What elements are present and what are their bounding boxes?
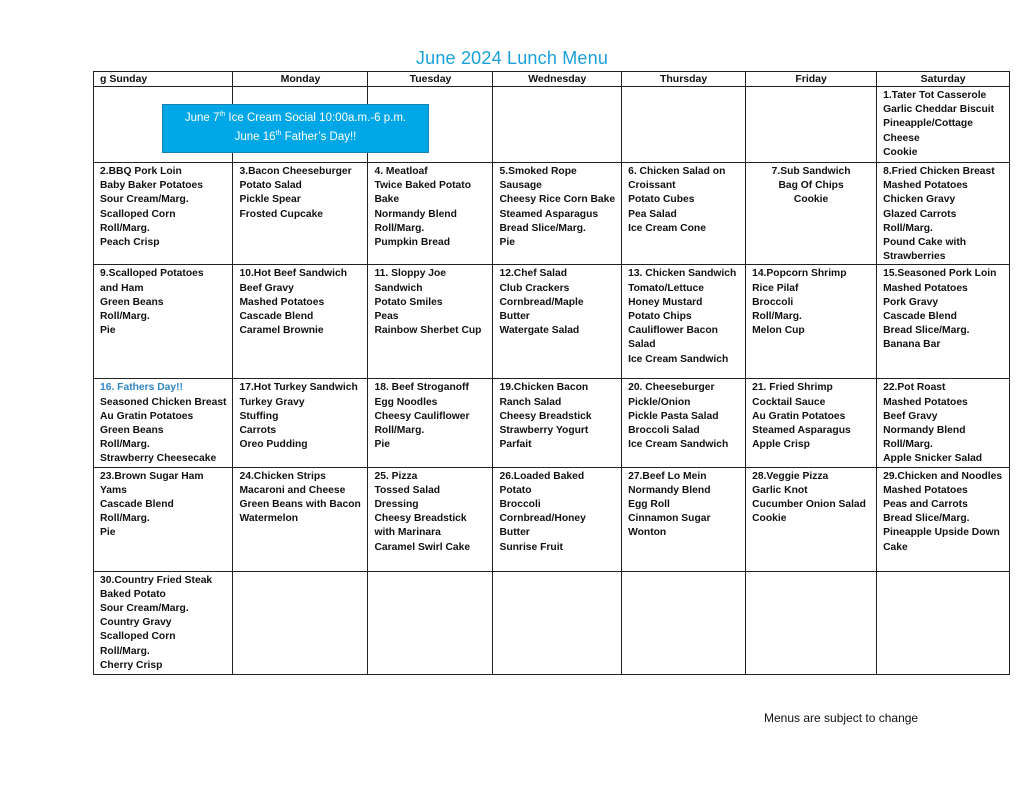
day-cell <box>493 87 622 163</box>
day-menu <box>233 468 367 527</box>
menu-item: Cheesy Breadstick <box>374 513 467 525</box>
menu-item: Sour Cream/Marg. <box>100 194 189 206</box>
menu-item: Peach Crisp <box>100 237 160 249</box>
day-cell <box>746 379 877 467</box>
menu-item: Tomato/Lettuce <box>628 282 704 294</box>
menu-item: Roll/Marg. <box>883 439 933 451</box>
menu-item: Pickle Pasta Salad <box>628 410 719 422</box>
day-menu <box>493 265 621 338</box>
day-cell <box>233 467 368 571</box>
menu-item: Broccoli Salad <box>628 425 700 437</box>
menu-item: Scalloped Corn <box>100 208 176 220</box>
menu-item: Pie <box>100 527 116 539</box>
day-menu <box>877 87 1009 160</box>
day-entree: 26.Loaded Baked <box>499 470 585 482</box>
day-entree: 10.Hot Beef Sandwich <box>239 268 348 280</box>
day-cell <box>622 265 746 379</box>
menu-item: Scalloped Corn <box>100 631 176 643</box>
menu-item: Cascade Blend <box>239 311 314 323</box>
day-entree: 3.Bacon Cheeseburger <box>239 166 352 177</box>
menu-item: Caramel Brownie <box>239 325 324 337</box>
day-cell <box>94 467 233 571</box>
menu-item: Beef Gravy <box>239 282 294 294</box>
header-friday: Friday <box>746 72 877 87</box>
day-entree: 19.Chicken Bacon <box>499 382 589 394</box>
menu-item: Mashed Potatoes <box>883 282 968 294</box>
menu-item: Cheesy Cauliflower <box>374 410 470 422</box>
day-menu <box>493 572 621 574</box>
menu-item: Apple Snicker Salad <box>883 453 983 465</box>
day-menu <box>493 163 621 250</box>
week-row <box>94 571 1010 674</box>
day-menu <box>746 379 876 452</box>
menu-item: Cookie <box>793 194 829 206</box>
banner-sup-1: th <box>219 111 226 118</box>
menu-item: Potato Salad <box>239 180 302 192</box>
menu-item: Butter <box>499 527 530 539</box>
menu-item: Pie <box>100 325 116 337</box>
day-menu <box>493 87 621 89</box>
day-cell <box>233 265 368 379</box>
menu-item: Mashed Potatoes <box>239 296 325 308</box>
day-entree: 11. Sloppy Joe <box>374 268 447 280</box>
menu-item: Garlic Knot <box>752 484 808 496</box>
day-menu <box>94 572 232 673</box>
menu-item: Dressing <box>374 499 419 511</box>
day-entree: 18. Beef Stroganoff <box>374 382 469 394</box>
menu-item: Bread Slice/Marg. <box>499 222 586 234</box>
menu-item: Macaroni and Cheese <box>239 484 346 496</box>
day-entree: 9.Scalloped Potatoes <box>100 268 204 280</box>
banner-date-1: June 7 <box>184 112 220 124</box>
day-cell <box>746 467 877 571</box>
day-entree: 8.Fried Chicken Breast <box>883 166 995 177</box>
day-cell <box>877 163 1010 265</box>
day-menu <box>746 87 876 89</box>
weeks-body <box>94 87 1010 675</box>
day-menu <box>877 379 1009 466</box>
menu-item: Baby Baker Potatoes <box>100 180 204 192</box>
banner-line-ice-cream-social <box>163 109 428 128</box>
day-entree: 30.Country Fried Steak <box>100 574 213 586</box>
day-cell <box>94 379 233 467</box>
menu-item: Strawberry Yogurt <box>499 425 589 437</box>
menu-item: Broccoli <box>752 296 794 308</box>
day-cell <box>368 571 493 674</box>
day-cell <box>94 571 233 674</box>
day-cell <box>746 163 877 265</box>
day-menu <box>746 572 876 574</box>
menu-item: Cheesy Rice Corn Bake <box>499 194 616 206</box>
menu-item: Au Gratin Potatoes <box>752 410 846 422</box>
menu-item: Ice Cream Sandwich <box>628 353 729 365</box>
day-cell <box>877 265 1010 379</box>
menu-item: Pork Gravy <box>883 296 939 308</box>
day-menu <box>877 572 1009 574</box>
day-cell <box>746 87 877 163</box>
day-cell <box>877 571 1010 674</box>
day-cell <box>493 265 622 379</box>
day-cell <box>622 87 746 163</box>
menu-item: Cheesy Breadstick <box>499 410 592 422</box>
banner-sup-2: th <box>275 130 282 137</box>
footer-note: Menus are subject to change <box>764 711 919 725</box>
day-cell <box>368 467 493 571</box>
day-menu <box>746 163 876 208</box>
day-menu <box>493 468 621 555</box>
menu-item: Banana Bar <box>883 339 941 351</box>
day-entree: 28.Veggie Pizza <box>752 470 829 482</box>
menu-item: Egg Roll <box>628 499 670 511</box>
menu-item: Potato Smiles <box>374 296 443 308</box>
day-menu <box>622 163 745 236</box>
menu-item: Egg Noodles <box>374 396 438 408</box>
menu-item: Wonton <box>628 527 667 539</box>
menu-item: Steamed Asparagus <box>499 208 599 220</box>
menu-item: Pound Cake with <box>883 237 967 249</box>
day-entree: 20. Cheeseburger <box>628 382 715 394</box>
menu-item: Pickle/Onion <box>628 396 691 408</box>
menu-item: Roll/Marg. <box>100 513 150 525</box>
day-cell <box>94 163 233 265</box>
menu-item: Yams <box>100 484 127 496</box>
menu-item: Roll/Marg. <box>883 222 933 234</box>
page-title: June 2024 Lunch Menu <box>415 48 609 68</box>
day-cell <box>877 379 1010 467</box>
menu-item: Honey Mustard <box>628 296 703 308</box>
day-entree: 17.Hot Turkey Sandwich <box>239 382 358 394</box>
day-entree: 5.Smoked Rope <box>499 166 577 177</box>
menu-item: Bread Slice/Marg. <box>883 513 970 525</box>
day-menu <box>368 572 492 574</box>
menu-item: Beef Gravy <box>883 410 938 422</box>
menu-item: Cookie <box>883 146 918 158</box>
day-cell <box>233 571 368 674</box>
menu-item: Carrots <box>239 425 277 437</box>
header-sunday: g Sunday <box>94 72 233 87</box>
menu-item: Cascade Blend <box>100 499 174 511</box>
day-cell <box>622 163 746 265</box>
day-menu <box>233 265 367 338</box>
header-monday: Monday <box>233 72 368 87</box>
menu-item: Bread Slice/Marg. <box>883 325 970 337</box>
menu-item: Pumpkin Bread <box>374 237 451 249</box>
menu-item: Sandwich <box>374 282 423 294</box>
banner-line-fathers-day <box>163 128 428 147</box>
day-entree: 22.Pot Roast <box>883 382 946 394</box>
day-menu <box>94 379 232 466</box>
day-cell <box>877 87 1010 163</box>
menu-item: Roll/Marg. <box>752 311 802 323</box>
menu-item: Pickle Spear <box>239 194 301 206</box>
day-entree: 13. Chicken Sandwich <box>628 268 737 280</box>
day-menu <box>368 163 492 250</box>
day-cell <box>493 379 622 467</box>
menu-item: Garlic Cheddar Biscuit <box>883 104 995 116</box>
day-menu <box>622 87 745 89</box>
menu-item: Steamed Asparagus <box>752 425 851 437</box>
day-entree: 2.BBQ Pork Loin <box>100 166 182 177</box>
day-menu <box>94 265 232 338</box>
day-menu <box>746 265 876 338</box>
header-thursday: Thursday <box>622 72 746 87</box>
menu-item: Broccoli <box>499 499 541 511</box>
menu-item: Roll/Marg. <box>374 425 425 437</box>
menu-item: Roll/Marg. <box>100 439 150 451</box>
menu-item: Strawberries <box>883 251 946 263</box>
day-menu <box>94 163 232 250</box>
menu-item: Rice Pilaf <box>752 282 799 294</box>
menu-item: Sour Cream/Marg. <box>100 603 189 615</box>
menu-item: Stuffing <box>239 410 279 422</box>
menu-item: Turkey Gravy <box>239 396 305 408</box>
day-menu <box>368 379 492 452</box>
menu-item: Roll/Marg. <box>374 222 425 234</box>
menu-item: Pea Salad <box>628 208 677 220</box>
week-row <box>94 467 1010 571</box>
menu-item: Glazed Carrots <box>883 208 957 220</box>
day-cell <box>233 379 368 467</box>
header-saturday: Saturday <box>877 72 1010 87</box>
menu-item: Green Beans with Bacon <box>239 499 361 511</box>
menu-item: Cherry Crisp <box>100 659 163 671</box>
day-cell <box>746 265 877 379</box>
day-cell <box>94 265 233 379</box>
menu-item: Croissant <box>628 180 676 192</box>
banner-text-1: Ice Cream Social 10:00a.m.-6 p.m. <box>225 112 407 124</box>
menu-item: Potato <box>499 484 532 496</box>
menu-item: Rainbow Sherbet Cup <box>374 325 482 337</box>
menu-item: Green Beans <box>100 425 164 437</box>
menu-item: Normandy Blend <box>374 208 457 220</box>
day-menu <box>368 265 492 338</box>
menu-item: Normandy Blend <box>883 425 966 437</box>
day-menu <box>368 468 492 555</box>
menu-item: Mashed Potatoes <box>883 484 968 496</box>
menu-item: Pie <box>374 439 390 451</box>
menu-item: Salad <box>628 339 656 351</box>
menu-item: Sunrise Fruit <box>499 541 563 553</box>
day-entree: 14.Popcorn Shrimp <box>752 268 847 280</box>
day-entree: 24.Chicken Strips <box>239 470 326 482</box>
menu-item: Baked Potato <box>100 588 166 600</box>
header-wednesday: Wednesday <box>493 72 622 87</box>
menu-item: Seasoned Chicken Breast <box>100 396 227 408</box>
day-menu <box>622 379 745 452</box>
menu-item: Chicken Gravy <box>883 194 956 206</box>
day-cell <box>368 163 493 265</box>
day-menu <box>233 163 367 222</box>
menu-item: Cornbread/Honey <box>499 513 586 525</box>
week-row <box>94 163 1010 265</box>
events-banner <box>162 104 429 153</box>
day-cell <box>877 467 1010 571</box>
day-menu <box>94 468 232 541</box>
menu-item: Roll/Marg. <box>100 645 150 657</box>
day-entree: 25. Pizza <box>374 470 418 482</box>
weekday-header-row <box>94 72 1010 87</box>
menu-item: Cauliflower Bacon <box>628 325 718 337</box>
banner-date-2: June 16 <box>234 131 276 143</box>
day-menu <box>622 265 745 366</box>
day-entree: 12.Chef Salad <box>499 268 568 280</box>
day-menu <box>233 87 367 89</box>
menu-item: Roll/Marg. <box>100 222 150 234</box>
day-cell <box>622 379 746 467</box>
day-menu <box>877 163 1009 264</box>
menu-item: Potato Chips <box>628 311 692 323</box>
menu-item: Pineapple/Cottage <box>883 118 973 130</box>
day-entree: 4. Meatloaf <box>374 166 428 177</box>
menu-item: and Ham <box>100 282 144 294</box>
day-cell <box>368 379 493 467</box>
day-menu <box>233 572 367 574</box>
menu-item: Cocktail Sauce <box>752 396 826 408</box>
menu-item: Normandy Blend <box>628 484 711 496</box>
menu-item: Mashed Potatoes <box>883 396 968 408</box>
menu-item: Au Gratin Potatoes <box>100 410 194 422</box>
day-cell <box>493 467 622 571</box>
menu-calendar-table <box>93 71 1010 675</box>
header-tuesday: Tuesday <box>368 72 493 87</box>
day-menu <box>877 468 1009 555</box>
week-row <box>94 379 1010 467</box>
day-cell <box>622 571 746 674</box>
menu-item: Ice Cream Sandwich <box>628 439 729 451</box>
menu-item: Pineapple Upside Down <box>883 527 1000 539</box>
menu-item: Bag Of Chips <box>778 180 844 192</box>
menu-item: Apple Crisp <box>752 439 810 451</box>
day-menu <box>877 265 1009 352</box>
menu-item: Roll/Marg. <box>100 311 150 323</box>
day-menu <box>94 87 232 89</box>
day-entree: 1.Tater Tot Casserole <box>883 90 987 101</box>
menu-item: Caramel Swirl Cake <box>374 541 471 553</box>
day-menu <box>368 87 492 89</box>
menu-item: Watergate Salad <box>499 325 580 337</box>
day-menu <box>493 379 621 452</box>
day-entree: 21. Fried Shrimp <box>752 382 833 394</box>
menu-item: Sausage <box>499 180 542 192</box>
menu-item: Cornbread/Maple <box>499 296 584 308</box>
menu-item: Frosted Cupcake <box>239 208 324 220</box>
menu-item: Peas <box>374 311 399 323</box>
day-cell <box>233 163 368 265</box>
menu-item: Oreo Pudding <box>239 439 308 451</box>
menu-item: with Marinara <box>374 527 441 539</box>
menu-item: Cucumber Onion Salad <box>752 499 866 511</box>
menu-item: Bake <box>374 194 400 206</box>
menu-item: Pie <box>499 237 515 249</box>
day-entree: 16. Fathers Day!! <box>100 382 183 394</box>
day-cell <box>622 467 746 571</box>
menu-item: Watermelon <box>239 513 299 525</box>
day-cell <box>746 571 877 674</box>
menu-item: Strawberry Cheesecake <box>100 453 217 465</box>
day-entree: 29.Chicken and Noodles <box>883 470 1003 482</box>
day-cell <box>368 265 493 379</box>
day-entree: 15.Seasoned Pork Loin <box>883 268 997 280</box>
menu-item: Cascade Blend <box>883 311 957 323</box>
day-entree: 27.Beef Lo Mein <box>628 470 707 482</box>
menu-item: Country Gravy <box>100 617 172 629</box>
menu-item: Cheese <box>883 132 920 144</box>
menu-item: Melon Cup <box>752 325 805 337</box>
day-cell <box>493 163 622 265</box>
banner-text-2: Father’s Day!! <box>281 131 357 143</box>
menu-item: Ranch Salad <box>499 396 562 408</box>
day-entree: 7.Sub Sandwich <box>771 166 851 177</box>
menu-item: Cookie <box>752 513 787 525</box>
day-cell <box>493 571 622 674</box>
menu-item: Potato Cubes <box>628 194 695 206</box>
day-menu <box>233 379 367 452</box>
menu-item: Cinnamon Sugar <box>628 513 711 525</box>
menu-item: Mashed Potatoes <box>883 180 968 192</box>
day-entree: 23.Brown Sugar Ham <box>100 470 204 482</box>
week-row <box>94 265 1010 379</box>
menu-item: Twice Baked Potato <box>374 180 471 192</box>
menu-item: Tossed Salad <box>374 484 441 496</box>
menu-item: Parfait <box>499 439 532 451</box>
menu-item: Cake <box>883 541 908 553</box>
day-entree: 6. Chicken Salad on <box>628 166 726 177</box>
menu-item: Ice Cream Cone <box>628 222 706 234</box>
menu-item: Club Crackers <box>499 282 570 294</box>
menu-item: Butter <box>499 311 530 323</box>
menu-item: Green Beans <box>100 296 164 308</box>
day-menu <box>622 468 745 541</box>
menu-item: Peas and Carrots <box>883 499 968 511</box>
day-menu <box>622 572 745 574</box>
day-menu <box>746 468 876 527</box>
